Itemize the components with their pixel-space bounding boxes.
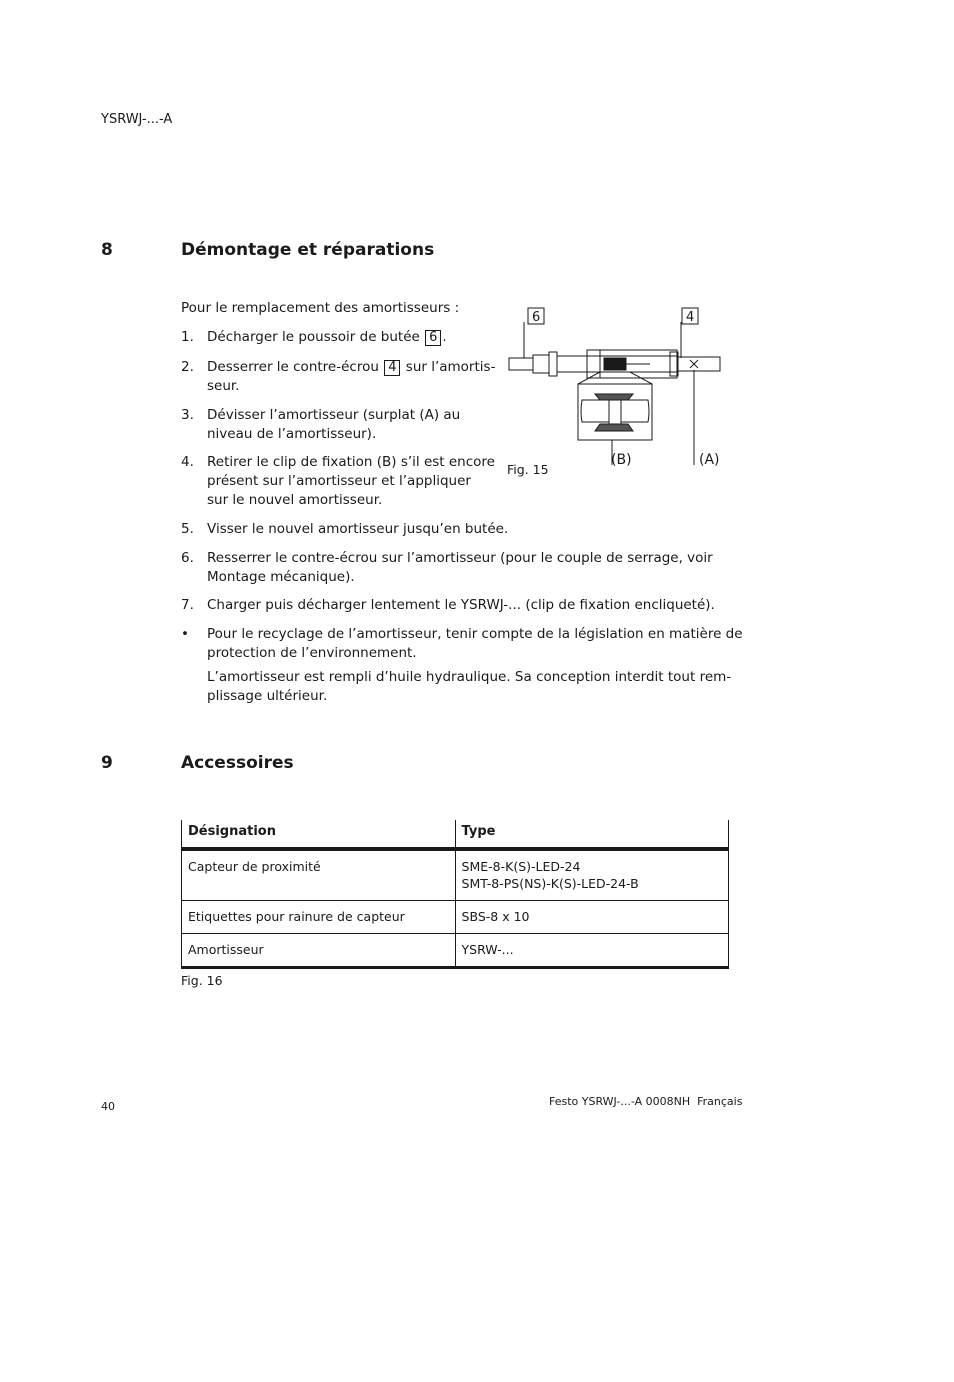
running-header: YSRWJ-...-A	[101, 112, 173, 127]
section-8-title: Démontage et réparations	[181, 240, 435, 260]
column-header-designation: Désignation	[182, 820, 456, 849]
step-number: 3.	[181, 407, 194, 423]
step-text: sur l’amortis-	[405, 359, 496, 375]
figure-label-6: 6	[532, 310, 541, 325]
step-number: 1.	[181, 329, 194, 345]
step-number: 6.	[181, 550, 194, 566]
shock-absorber-diagram	[500, 300, 730, 475]
reference-box-4: 4	[384, 360, 400, 376]
section-8-number: 8	[101, 240, 113, 260]
designation-cell: Amortisseur	[182, 934, 456, 968]
step-number: 5.	[181, 521, 194, 537]
step-text: niveau de l’amortisseur).	[207, 426, 377, 442]
piston-shape	[604, 358, 626, 370]
figure-label-a: (A)	[699, 452, 720, 468]
bullet-note: plissage ultérieur.	[207, 688, 328, 704]
type-cell	[455, 849, 728, 901]
stopper-nut-shape	[533, 355, 549, 373]
table-header-row	[182, 820, 729, 849]
step-text: Charger puis décharger lentement le YSRWJ-... (clip de fixation encliqueté).	[207, 597, 715, 613]
step-text: seur.	[207, 378, 240, 394]
step-text: sur le nouvel amortisseur.	[207, 492, 383, 508]
figure-16-caption: Fig. 16	[181, 973, 223, 988]
bullet-mark: •	[181, 626, 189, 642]
step-text: Retirer le clip de fixation (B) s’il est encore	[207, 454, 495, 470]
step-number: 2.	[181, 359, 194, 375]
step-text: Montage mécanique).	[207, 569, 355, 585]
step-number: 4.	[181, 454, 194, 470]
step-text: présent sur l’amortisseur et l’appliquer	[207, 473, 471, 489]
table-row	[182, 934, 729, 968]
table-row	[182, 849, 729, 901]
designation-cell: Capteur de proximité	[182, 849, 456, 901]
figure-label-4: 4	[686, 310, 695, 325]
table-row	[182, 901, 729, 934]
accessories-table	[181, 820, 729, 969]
page-number: 40	[101, 1100, 115, 1113]
bullet-note: L’amortisseur est rempli d’huile hydraulique. Sa conception interdit tout rem-	[207, 669, 732, 685]
type-value: SMT-8-PS(NS)-K(S)-LED-24-B	[461, 876, 639, 891]
step-punct: .	[442, 329, 447, 345]
figure-label-b: (B)	[611, 452, 632, 468]
step-text: Visser le nouvel amortisseur jusqu’en butée.	[207, 521, 509, 537]
step-text: Dévisser l’amortisseur (surplat (A) au	[207, 407, 461, 423]
figure-15-caption: Fig. 15	[507, 462, 549, 477]
reference-box-6: 6	[425, 330, 441, 346]
step-text: Resserrer le contre-écrou sur l’amortisseur (pour le couple de serrage, voir	[207, 550, 713, 566]
section-9-title: Accessoires	[181, 753, 294, 773]
bullet-text: protection de l’environnement.	[207, 645, 417, 661]
type-value: SME-8-K(S)-LED-24	[461, 859, 581, 874]
step-text: Décharger le poussoir de butée	[207, 329, 420, 345]
flat-section-shape	[678, 357, 720, 371]
section-8-intro: Pour le remplacement des amortisseurs :	[181, 300, 460, 316]
step-number: 7.	[181, 597, 194, 613]
section-9-number: 9	[101, 753, 113, 773]
footer-document-info: Festo YSRWJ-...-A 0008NH Français	[549, 1095, 743, 1108]
type-cell: SBS-8 x 10	[455, 901, 728, 934]
step-text: Desserrer le contre-écrou	[207, 359, 379, 375]
type-cell: YSRW-...	[455, 934, 728, 968]
column-header-type: Type	[455, 820, 728, 849]
bullet-text: Pour le recyclage de l’amortisseur, tenir compte de la législation en matière de	[207, 626, 743, 642]
designation-cell: Etiquettes pour rainure de capteur	[182, 901, 456, 934]
plunger-shape	[509, 358, 533, 370]
